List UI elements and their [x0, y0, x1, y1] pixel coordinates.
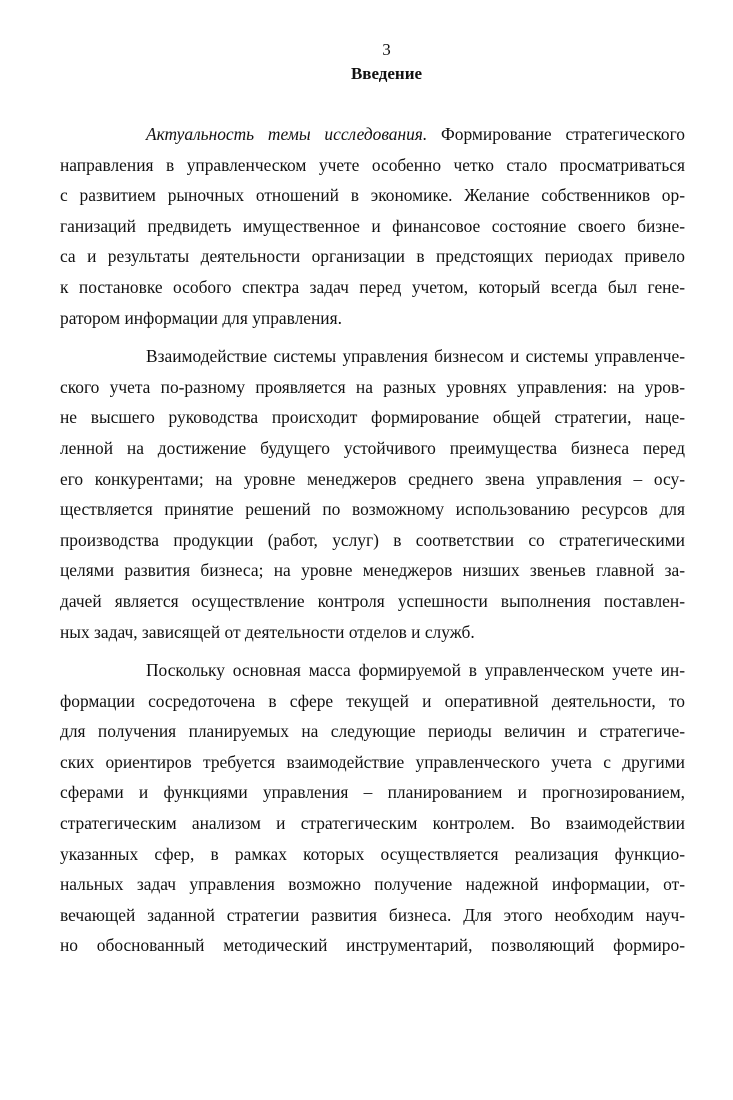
paragraph-line: ганизаций предвидеть имущественное и финансовое состояние своего бизне- — [60, 215, 685, 236]
paragraph-line: Актуальность темы исследования. Формирование стратегического — [146, 124, 685, 144]
paragraph-line: сферами и функциями управления – планированием и прогнозированием, — [60, 782, 685, 803]
paragraph-line: ратором информации для управления. — [60, 307, 342, 328]
body-text — [60, 119, 685, 961]
paragraph-line: с развитием рыночных отношений в экономике. Желание собственников ор- — [60, 185, 685, 206]
paragraph-line: Поскольку основная масса формируемой в управленческом учете ин- — [146, 660, 685, 681]
paragraph-1 — [60, 119, 685, 333]
paragraph-line: дачей является осуществление контроля успешности выполнения поставлен- — [60, 590, 685, 611]
paragraph-line: формации сосредоточена в сфере текущей и оперативной деятельности, то — [60, 690, 685, 711]
page-title: Введение — [350, 64, 423, 83]
paragraph-line: указанных сфер, в рамках которых осуществляется реализация функцио- — [60, 843, 685, 864]
paragraph-2 — [60, 341, 685, 647]
paragraph-line: Взаимодействие системы управления бизнесом и системы управленче- — [146, 346, 685, 367]
paragraph-line: ных задач, зависящей от деятельности отделов и служб. — [60, 621, 475, 642]
paragraph-line: к постановке особого спектра задач перед учетом, который всегда был гене- — [60, 276, 685, 297]
paragraph-line: нальных задач управления возможно получение надежной информации, от- — [60, 874, 685, 895]
paragraph-line: са и результаты деятельности организации в предстоящих периодах привело — [60, 246, 685, 267]
page-number: 3 — [382, 40, 391, 59]
paragraph-3 — [60, 655, 685, 961]
paragraph-line: целями развития бизнеса; на уровне менеджеров низших звеньев главной за- — [60, 560, 685, 581]
paragraph-line: ских ориентиров требуется взаимодействие управленческого учета с другими — [60, 751, 685, 772]
paragraph-line: направления в управленческом учете особенно четко стало просматриваться — [60, 154, 685, 175]
paragraph-line: стратегическим анализом и стратегическим контролем. Во взаимодействии — [60, 813, 685, 834]
paragraph-line: производства продукции (работ, услуг) в соответствии со стратегическими — [60, 529, 685, 550]
paragraph-line: но обоснованный методический инструментарий, позволяющий формиро- — [60, 935, 685, 956]
paragraph-line: для получения планируемых на следующие периоды величин и стратегиче- — [60, 721, 685, 742]
italic-lead: Актуальность темы исследования. — [146, 124, 428, 144]
paragraph-line: не высшего руководства происходит формирование общей стратегии, наце- — [60, 407, 685, 428]
paragraph-line: его конкурентами; на уровне менеджеров среднего звена управления – осу- — [60, 468, 685, 489]
paragraph-line: ленной на достижение будущего устойчивого преимущества бизнеса перед — [60, 437, 685, 458]
paragraph-line: вечающей заданной стратегии развития бизнеса. Для этого необходим науч- — [60, 904, 685, 925]
paragraph-line: ского учета по-разному проявляется на разных уровнях управления: на уров- — [60, 376, 685, 397]
paragraph-line: ществляется принятие решений по возможному использованию ресурсов для — [60, 499, 685, 520]
